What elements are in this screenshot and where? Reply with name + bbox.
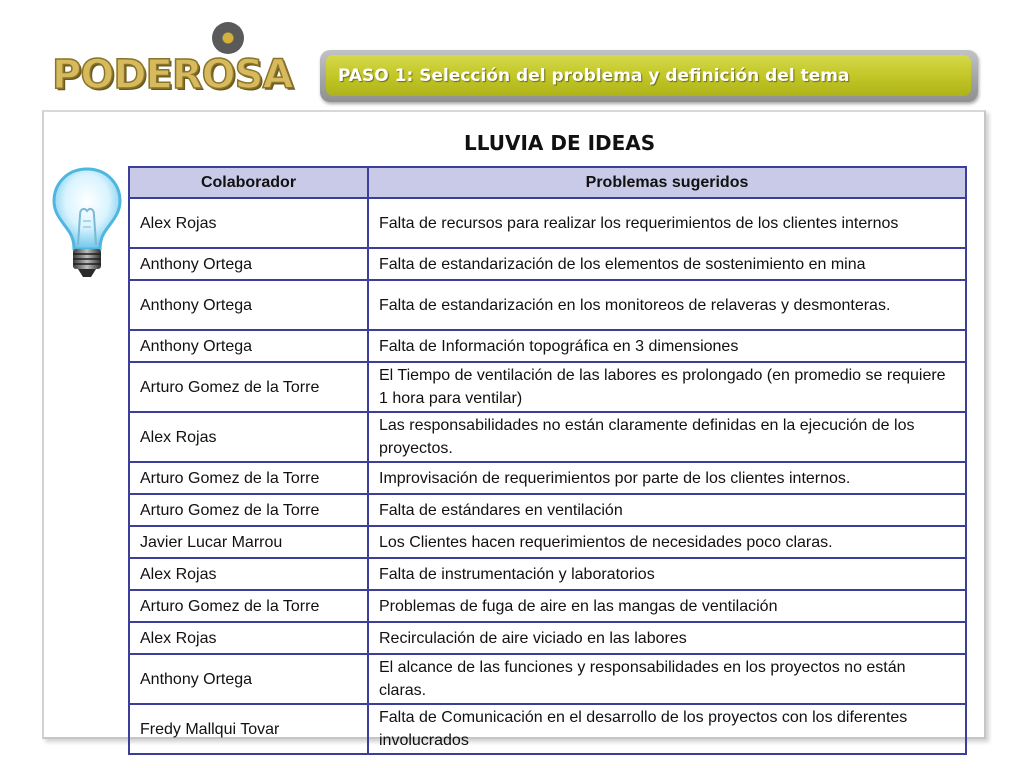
column-header-problemas: Problemas sugeridos xyxy=(368,167,966,198)
table-row xyxy=(129,280,966,330)
problema-cell: El alcance de las funciones y responsabilidades en los proyectos no están claras. xyxy=(368,654,966,704)
table-row xyxy=(129,622,966,654)
colaborador-cell: Anthony Ortega xyxy=(129,330,368,362)
colaborador-cell: Anthony Ortega xyxy=(129,280,368,330)
colaborador-cell: Anthony Ortega xyxy=(129,654,368,704)
ideas-table xyxy=(128,166,967,755)
problema-cell: Improvisación de requerimientos por parte de los clientes internos. xyxy=(368,462,966,494)
table-row xyxy=(129,558,966,590)
logo-dot xyxy=(212,22,244,54)
step-banner-inner xyxy=(326,55,971,96)
page-title: LLUVIA DE IDEAS xyxy=(464,131,656,155)
step-label: PASO 1: Selección del problema y definición del tema xyxy=(338,65,850,86)
step-banner xyxy=(320,50,978,102)
table-row xyxy=(129,412,966,462)
colaborador-cell: Alex Rojas xyxy=(129,622,368,654)
problema-cell: Recirculación de aire viciado en las labores xyxy=(368,622,966,654)
table-row xyxy=(129,198,966,248)
problema-cell: Falta de Comunicación en el desarrollo de los proyectos con los diferentes involucrados xyxy=(368,704,966,754)
table-header-row xyxy=(129,167,966,198)
table-row xyxy=(129,362,966,412)
problema-cell: Falta de Información topográfica en 3 dimensiones xyxy=(368,330,966,362)
table-row xyxy=(129,704,966,754)
colaborador-cell: Arturo Gomez de la Torre xyxy=(129,590,368,622)
colaborador-cell: Arturo Gomez de la Torre xyxy=(129,362,368,412)
problema-cell: Los Clientes hacen requerimientos de necesidades poco claras. xyxy=(368,526,966,558)
colaborador-cell: Anthony Ortega xyxy=(129,248,368,280)
colaborador-cell: Arturo Gomez de la Torre xyxy=(129,462,368,494)
colaborador-cell: Fredy Mallqui Tovar xyxy=(129,704,368,754)
problema-cell: Las responsabilidades no están claramente definidas en la ejecución de los proyectos. xyxy=(368,412,966,462)
problema-cell: Falta de estandarización de los elementos de sostenimiento en mina xyxy=(368,248,966,280)
colaborador-cell: Javier Lucar Marrou xyxy=(129,526,368,558)
problema-cell: Falta de estándares en ventilación xyxy=(368,494,966,526)
table-row xyxy=(129,654,966,704)
colaborador-cell: Alex Rojas xyxy=(129,558,368,590)
problema-cell: Falta de recursos para realizar los requerimientos de los clientes internos xyxy=(368,198,966,248)
table-row xyxy=(129,526,966,558)
colaborador-cell: Alex Rojas xyxy=(129,198,368,248)
table-row xyxy=(129,494,966,526)
colaborador-cell: Arturo Gomez de la Torre xyxy=(129,494,368,526)
logo-text: PODEROSA xyxy=(52,52,293,98)
problema-cell: El Tiempo de ventilación de las labores es prolongado (en promedio se requiere 1 hora para ventilar) xyxy=(368,362,966,412)
poderosa-logo xyxy=(52,22,314,98)
table-row xyxy=(129,462,966,494)
colaborador-cell: Alex Rojas xyxy=(129,412,368,462)
table-row xyxy=(129,248,966,280)
problema-cell: Problemas de fuga de aire en las mangas de ventilación xyxy=(368,590,966,622)
table-row xyxy=(129,590,966,622)
table-row xyxy=(129,330,966,362)
column-header-colaborador: Colaborador xyxy=(129,167,368,198)
problema-cell: Falta de estandarización en los monitoreos de relaveras y desmonteras. xyxy=(368,280,966,330)
light-bulb-icon xyxy=(50,165,124,281)
problema-cell: Falta de instrumentación y laboratorios xyxy=(368,558,966,590)
